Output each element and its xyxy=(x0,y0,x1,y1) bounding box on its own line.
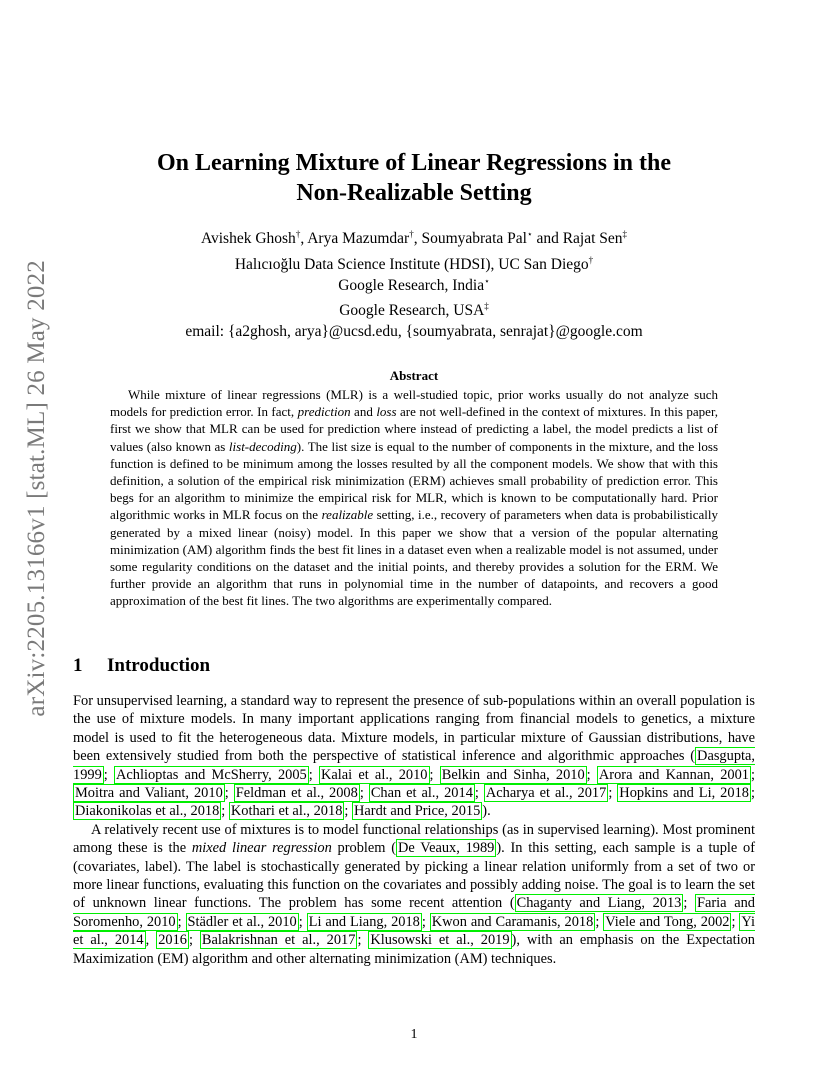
citation-link[interactable]: Feldman et al., 2008 xyxy=(235,785,358,802)
title-line-2: Non-Realizable Setting xyxy=(296,180,532,206)
ddagger-mark-affil: ‡ xyxy=(484,300,489,311)
citation-link[interactable]: Diakonikolas et al., 2018 xyxy=(75,803,220,820)
citation-link[interactable]: Achlioptas and McSherry, 2005 xyxy=(116,766,307,783)
arxiv-identifier: arXiv:2205.13166v1 [stat.ML] 26 May 2022 xyxy=(23,260,50,717)
citation-link[interactable]: Chaganty and Liang, 2013 xyxy=(516,895,682,912)
affiliation-1: Halıcıoğlu Data Science Institute (HDSI), UC San Diego† xyxy=(234,254,594,273)
citation-link[interactable]: Hardt and Price, 2015 xyxy=(354,803,481,820)
citation-link[interactable]: Viele and Tong, 2002 xyxy=(605,913,730,930)
citation-link[interactable]: Faria and Soromenho, 2010 xyxy=(73,895,755,930)
citation-link[interactable]: Dasgupta, 1999 xyxy=(73,748,755,783)
title-line-1: On Learning Mixture of Linear Regressions in the xyxy=(156,150,671,176)
citation-link[interactable]: Kothari et al., 2018 xyxy=(230,803,343,820)
citation-link[interactable]: Klusowski et al., 2019 xyxy=(370,932,510,949)
page-number: 1 xyxy=(410,1027,418,1042)
citation-link[interactable]: Li and Liang, 2018 xyxy=(308,913,420,930)
dagger-mark: † xyxy=(409,228,414,239)
citation-link[interactable]: Acharya et al., 2017 xyxy=(485,785,607,802)
paper-title xyxy=(100,148,728,208)
citation-link[interactable]: De Veaux, 1989 xyxy=(398,840,495,857)
affiliation-3: Google Research, USA‡ xyxy=(339,300,489,319)
email-line: email: {a2ghosh, arya}@ucsd.edu, {soumyabrata, senrajat}@google.com xyxy=(185,323,643,340)
abstract-text: While mixture of linear regressions (MLR) is a well-studied topic, prior works usually do not analyze such models for prediction error. In fact, prediction and loss are not well-defined in the context of mixtures. In this paper, first we show that MLR can be used for prediction where instead of predicting a label, the model predicts a list of values (also known as list-decoding). The list size is equal to the number of components in the mixture, and the loss function is defined to be minimum among the losses resulted by all the component models. We show that with this definition, a solution of the empirical risk minimization (ERM) achieves small probability of prediction error. This begs for an algorithm to minimize the empirical risk for MLR, which is known to be computationally hard. Prior algorithmic works in MLR focus on the realizable setting, i.e., recovery of parameters when data is probabilistically generated by a mixed linear (noisy) model. In this paper we show that a version of the popular alternating minimization (AM) algorithm finds the best fit lines in a dataset even when a realizable model is not assumed, under some regularity conditions on the dataset and the initial points, and thereby provides a solution for the ERM. We further provide an algorithm that runs in polynomial time in the number of datapoints, and recovers a good approximation of the best fit lines. The two algorithms are experimentally compared. xyxy=(110,387,719,609)
citation-link[interactable]: Chan et al., 2014 xyxy=(370,785,473,802)
affiliation-2: Google Research, India⋆ xyxy=(338,275,490,294)
citation-link[interactable]: Kwon and Caramanis, 2018 xyxy=(431,913,594,930)
author-block xyxy=(100,228,728,342)
citation-link[interactable]: Yi et al., 2014 xyxy=(73,913,755,949)
citation-link[interactable]: Belkin and Sinha, 2010 xyxy=(441,766,585,783)
citation-link[interactable]: Städler et al., 2010 xyxy=(187,913,297,930)
citation-link[interactable]: Balakrishnan et al., 2017 xyxy=(201,932,356,949)
citation-link[interactable]: 2016 xyxy=(158,932,187,949)
dagger-mark-affil: † xyxy=(588,254,594,265)
introduction-body xyxy=(73,692,755,968)
citation-link[interactable]: Arora and Kannan, 2001 xyxy=(598,766,749,783)
star-mark-affil: ⋆ xyxy=(484,275,490,286)
citation-link[interactable]: Kalai et al., 2010 xyxy=(320,766,428,783)
section-heading-introduction: 1 Introduction xyxy=(73,655,211,676)
intro-paragraph-1: For unsupervised learning, a standard way to represent the presence of sub-populations within an overall population is the use of mixture models. In many important applications ranging from financial models to genetics, a mixture model is used to fit the heterogeneous data. Mixture models, in particular mixture of Gaussian distributions, have been extensively studied from both the perspective of statistical inference and algorithmic approaches ( Dasgupta, 1999 ; Achlioptas and McSherry, 2005 ; Kalai et al., 2010 ; Belkin and Sinha, 2010 ; Arora and Kannan, 2001 ; Moitra and Valiant, 2010 ; Feldman et al., 2008 ; Chan et al., 2014 ; Acharya et al., 2017 ; Hopkins and Li, 2018 ; Diakonikolas et al., 2018 ; Kothari et al., 2018 ; Hardt and Price, 2015 ). xyxy=(73,693,755,820)
citation-link[interactable]: Hopkins and Li, 2018 xyxy=(619,785,749,802)
intro-paragraph-2: A relatively recent use of mixtures is to model functional relationships (as in supervised learning). Most prominent among these is the mixed linear regression problem ( De Veaux, 1989 ). In this setting, each sample is a tuple of (covariates, label). The label is stochastically generated by picking a linear relation uniformly from a set of two or more linear functions, evaluating this function on the covariates and possibly adding noise. The goal is to learn the set of unknown linear functions. The problem has some recent attention ( Chaganty and Liang, 2013 ; Faria and Soromenho, 2010 ; Städler et al., 2010 ; Li and Liang, 2018 ; Kwon and Caramanis, 2018 ; Viele and Tong, 2002 ; Yi et al., 2014 , 2016 ; Balakrishnan et al., 2017 ; Klusowski et al., 2019 ), with an emphasis on the Expectation Maximization (EM) algorithm and other alternating minimization (AM) techniques. xyxy=(73,821,756,967)
citation-link[interactable]: Moitra and Valiant, 2010 xyxy=(75,785,223,802)
abstract-heading: Abstract xyxy=(389,368,439,383)
author-names: Avishek Ghosh†, Arya Mazumdar†, Soumyabrata Pal⋆ and Rajat Sen‡ xyxy=(200,228,628,247)
